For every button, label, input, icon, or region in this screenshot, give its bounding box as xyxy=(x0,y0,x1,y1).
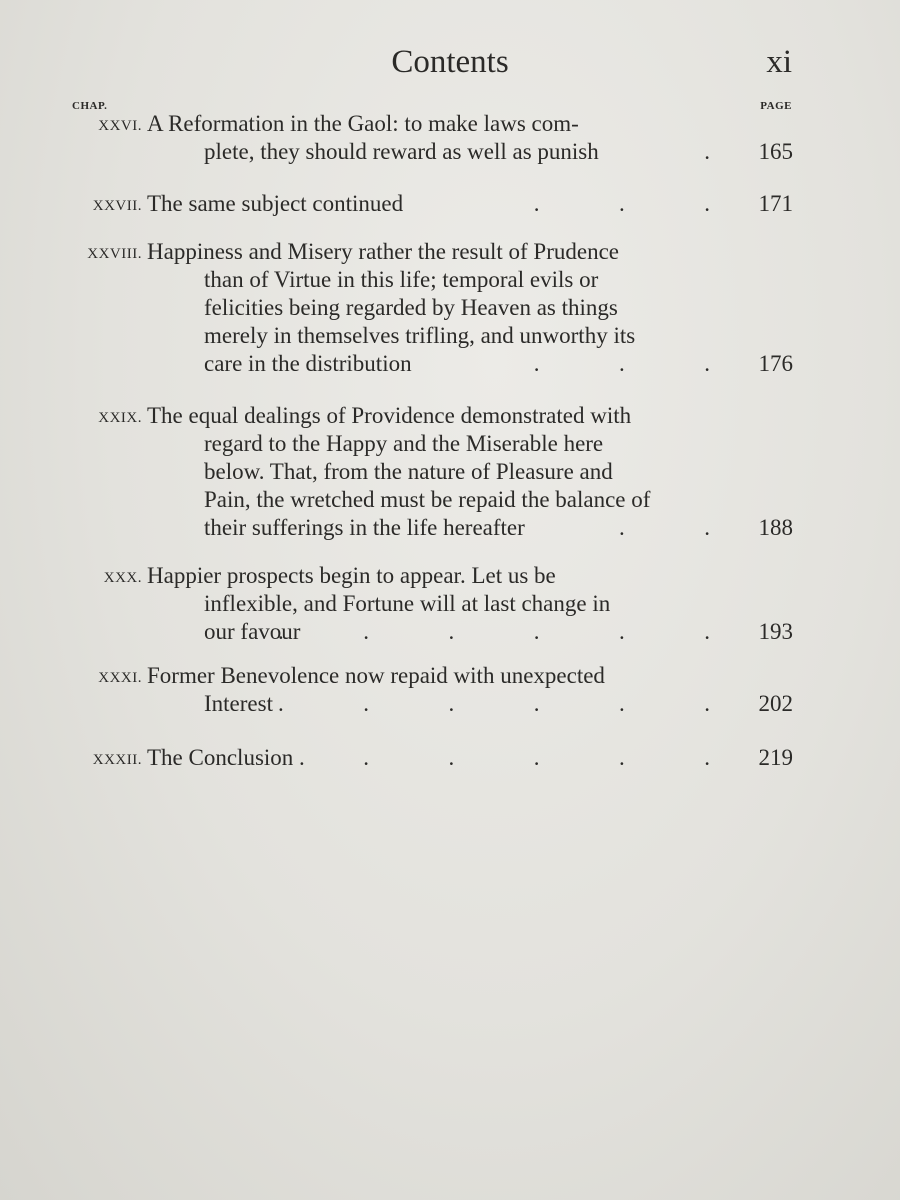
page-number: 165 xyxy=(758,139,793,164)
chapter-title-line: Interest xyxy=(204,691,273,716)
chapter-title-line: Former Benevolence now repaid with unexpected xyxy=(147,663,605,688)
page-number: 176 xyxy=(758,351,793,376)
page-number: 202 xyxy=(758,691,793,716)
chapter-title-line: their sufferings in the life hereafter xyxy=(204,515,525,540)
page-folio: xi xyxy=(766,44,792,80)
chapter-title-line: The same subject continued xyxy=(147,191,404,216)
dot-leader: . . . xyxy=(533,351,712,376)
chapter-title-line: felicities being regarded by Heaven as things xyxy=(204,295,618,320)
dot-leader: . . . xyxy=(533,191,712,216)
chapter-title-line: plete, they should reward as well as punish xyxy=(204,139,599,164)
chapter-title-line: our favour xyxy=(204,619,301,644)
chapter-title-line: Happier prospects begin to appear. Let us be xyxy=(147,563,556,588)
chapter-number: XXVI. xyxy=(98,118,142,134)
chapter-title-line: The Conclusion . xyxy=(147,745,305,770)
chapter-number: XXXI. xyxy=(98,670,142,686)
page-title: Contents xyxy=(391,44,509,80)
dot-leader: . . xyxy=(619,515,712,540)
chapter-number: XXVIII. xyxy=(87,246,142,262)
chap-column-label: CHAP. xyxy=(72,100,108,112)
dot-leader: . xyxy=(704,139,712,164)
page-number: 188 xyxy=(758,515,793,540)
chapter-title-line: A Reformation in the Gaol: to make laws com- xyxy=(147,111,579,136)
chapter-title-line: Happiness and Misery rather the result of Prudence xyxy=(147,239,619,264)
page-column-label: PAGE xyxy=(760,100,792,112)
chapter-number: XXIX. xyxy=(98,410,142,426)
chapter-title-line: inflexible, and Fortune will at last change in xyxy=(204,591,611,616)
chapter-title-line: Pain, the wretched must be repaid the balance of xyxy=(204,487,651,512)
chapter-title-line: The equal dealings of Providence demonstrated with xyxy=(147,403,632,428)
chapter-number: XXX. xyxy=(103,570,142,586)
page-number: 193 xyxy=(758,619,793,644)
chapter-title-line: merely in themselves trifling, and unworthy its xyxy=(204,323,636,348)
page-number: 219 xyxy=(758,745,793,770)
chapter-title-line: regard to the Happy and the Miserable here xyxy=(204,431,604,456)
chapter-title-line: care in the distribution xyxy=(204,351,412,376)
dot-leader: . . . . . . xyxy=(278,619,712,644)
chapter-title-line: below. That, from the nature of Pleasure and xyxy=(204,459,613,484)
dot-leader: . . . . . . xyxy=(278,691,712,716)
chapter-number: XXXII. xyxy=(92,752,142,768)
chapter-number: XXVII. xyxy=(92,198,142,214)
chapter-title-line: than of Virtue in this life; temporal evils or xyxy=(204,267,599,292)
dot-leader: . . . . . xyxy=(363,745,712,770)
page-number: 171 xyxy=(758,191,793,216)
